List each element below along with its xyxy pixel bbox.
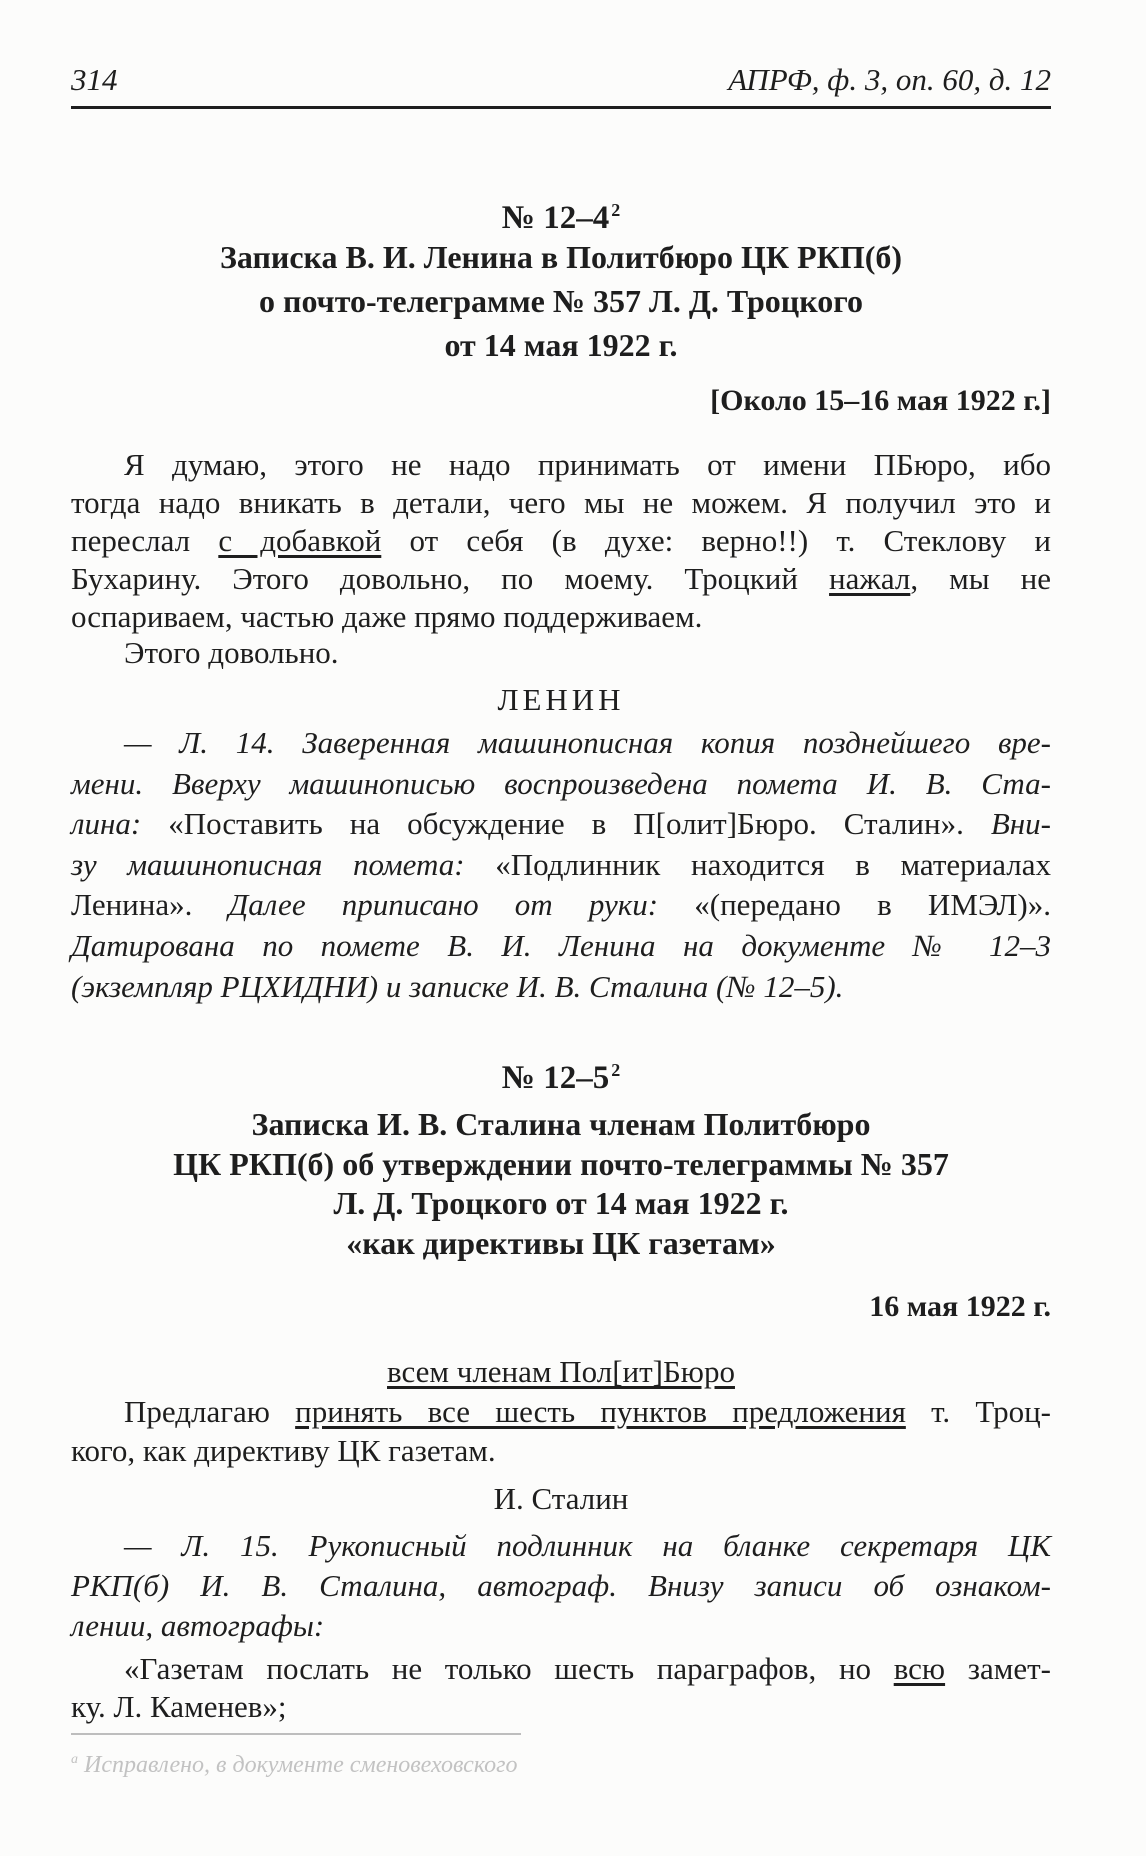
text-line	[71, 1606, 1051, 1646]
text-line	[71, 845, 1051, 886]
addressee	[71, 1352, 1051, 1392]
text-line	[71, 1352, 1051, 1392]
italic-run: лении, автографы:	[71, 1608, 325, 1643]
underlined-run: с добавкой	[218, 523, 382, 558]
document-number	[71, 190, 1051, 238]
text-run: Записка И. В. Сталина членам Политбюро	[251, 1106, 871, 1142]
text-run: оспариваем, частью даже прямо поддерживаем.	[71, 599, 703, 634]
text-line	[71, 1224, 1051, 1264]
text-run: «Газетам послать не только шесть параграфов, но	[124, 1651, 894, 1686]
text-run: «Поставить на обсуждение в П[олит]Бюро. Сталин».	[168, 806, 991, 842]
italic-run: лина:	[71, 806, 169, 842]
text-line	[71, 1566, 1051, 1606]
document-body	[71, 446, 1051, 636]
document-date: [Около 15–16 мая 1922 г.]	[710, 384, 1051, 417]
text-run: Ленина».	[71, 887, 229, 923]
text-line	[71, 1392, 1051, 1431]
text-line	[71, 926, 1051, 967]
text-line	[71, 885, 1051, 926]
document-number	[71, 1050, 1051, 1098]
text-run: переслал	[71, 523, 219, 558]
underlined-run: нажал	[829, 561, 911, 596]
text-run: Этого довольно.	[124, 635, 339, 670]
footnote-rule	[71, 1733, 521, 1735]
document-number-text: № 12–4	[501, 200, 610, 236]
text-line	[71, 1145, 1051, 1185]
text-run: т. Троц-	[905, 1394, 1052, 1429]
document-number-sup: 2	[611, 1060, 621, 1080]
text-line	[71, 967, 1051, 1008]
text-run: ку. Л. Каменев»;	[71, 1689, 287, 1724]
text-line	[71, 1526, 1051, 1566]
italic-run: РКП(б) И. В. Сталина, автограф. Внизу записи об ознаком-	[71, 1568, 1051, 1603]
document-number-sup: 2	[611, 200, 621, 220]
text-run: «как директивы ЦК газетам»	[346, 1224, 776, 1261]
archive-reference: АПРФ, ф. 3, оп. 60, д. 12	[728, 62, 1051, 97]
footnote-text: Исправлено, в документе сменовеховского	[84, 1752, 518, 1778]
text-run: Я думаю, этого не надо принимать от имени ПБюро, ибо	[124, 447, 1051, 482]
text-line	[71, 764, 1051, 805]
text-run: «Подлинник находится в материалах	[495, 846, 1051, 882]
text-line	[71, 560, 1051, 598]
text-line	[71, 723, 1051, 764]
text-run: замет-	[945, 1651, 1051, 1686]
text-line	[71, 484, 1051, 522]
italic-run: Далее приписано от руки:	[228, 887, 695, 923]
text-line	[71, 446, 1051, 484]
text-run: Записка В. И. Ленина в Политбюро ЦК РКП(б)	[219, 239, 903, 275]
text-run: , мы не	[910, 561, 1051, 596]
underlined-run: принять все шесть пунктов предложения	[295, 1394, 906, 1429]
text-line	[71, 235, 1051, 279]
italic-run: зу машинописная помета:	[71, 846, 496, 882]
endorsement-quote	[71, 1650, 1051, 1726]
text-run: кого, как директиву ЦК газетам.	[71, 1433, 496, 1468]
text-run: тогда надо вникать в детали, чего мы не можем. Я получил это и	[71, 485, 1051, 520]
text-line	[71, 279, 1051, 323]
italic-run: — Л. 14. Заверенная машинописная копия позднейшего вре-	[124, 725, 1051, 760]
text-line	[71, 598, 1051, 636]
text-line	[71, 1431, 1051, 1470]
signature: ЛЕНИН	[497, 682, 625, 717]
text-run: Предлагаю	[124, 1394, 296, 1429]
archival-note	[71, 1526, 1051, 1646]
text-line	[71, 1688, 1051, 1726]
page-number: 314	[71, 62, 118, 97]
text-line	[71, 1184, 1051, 1224]
footnote-mark: а	[71, 1752, 78, 1767]
archival-note	[71, 723, 1051, 1007]
text-run: Л. Д. Троцкого от 14 мая 1922 г.	[333, 1185, 789, 1221]
italic-run: Вни-	[990, 806, 1051, 842]
text-run: от 14 мая 1922 г.	[444, 327, 678, 363]
document-number-text: № 12–5	[501, 1060, 610, 1096]
underlined-run: всем членам Пол[ит]Бюро	[387, 1354, 735, 1389]
italic-run: (экземпляр РЦХИДНИ) и записке И. В. Сталина (№ 12–5).	[71, 968, 844, 1004]
underlined-run: всю	[893, 1651, 946, 1686]
text-run: «(передано в ИМЭЛ)».	[694, 887, 1051, 923]
document-body	[71, 1392, 1051, 1470]
running-header	[71, 62, 1051, 104]
document-title	[71, 1105, 1051, 1263]
text-run: от себя (в духе: верно!!) т. Стеклову и	[381, 523, 1051, 558]
text-run: ЦК РКП(б) об утверждении почто-телеграммы № 357	[173, 1145, 949, 1182]
text-line	[71, 522, 1051, 560]
text-line	[71, 804, 1051, 845]
italic-run: мени. Вверху машинописью воспроизведена помета И. В. Ста-	[71, 765, 1051, 801]
document-title	[71, 235, 1051, 367]
italic-run: Датирована по помете В. И. Ленина на документе № 12–3	[71, 927, 1051, 963]
document-date: 16 мая 1922 г.	[869, 1290, 1051, 1323]
italic-run: — Л. 15. Рукописный подлинник на бланке секретаря ЦК	[124, 1528, 1051, 1563]
document-body-closing	[71, 634, 1051, 672]
text-line	[71, 1105, 1051, 1145]
header-rule	[71, 106, 1051, 109]
text-run: Бухарину. Этого довольно, по моему. Троцкий	[71, 561, 830, 596]
footnote	[71, 1752, 1051, 1779]
signature: И. Сталин	[493, 1481, 629, 1516]
text-line	[71, 1650, 1051, 1688]
text-line	[71, 323, 1051, 367]
text-run: о почто-телеграмме № 357 Л. Д. Троцкого	[259, 283, 863, 319]
text-line	[71, 634, 1051, 672]
